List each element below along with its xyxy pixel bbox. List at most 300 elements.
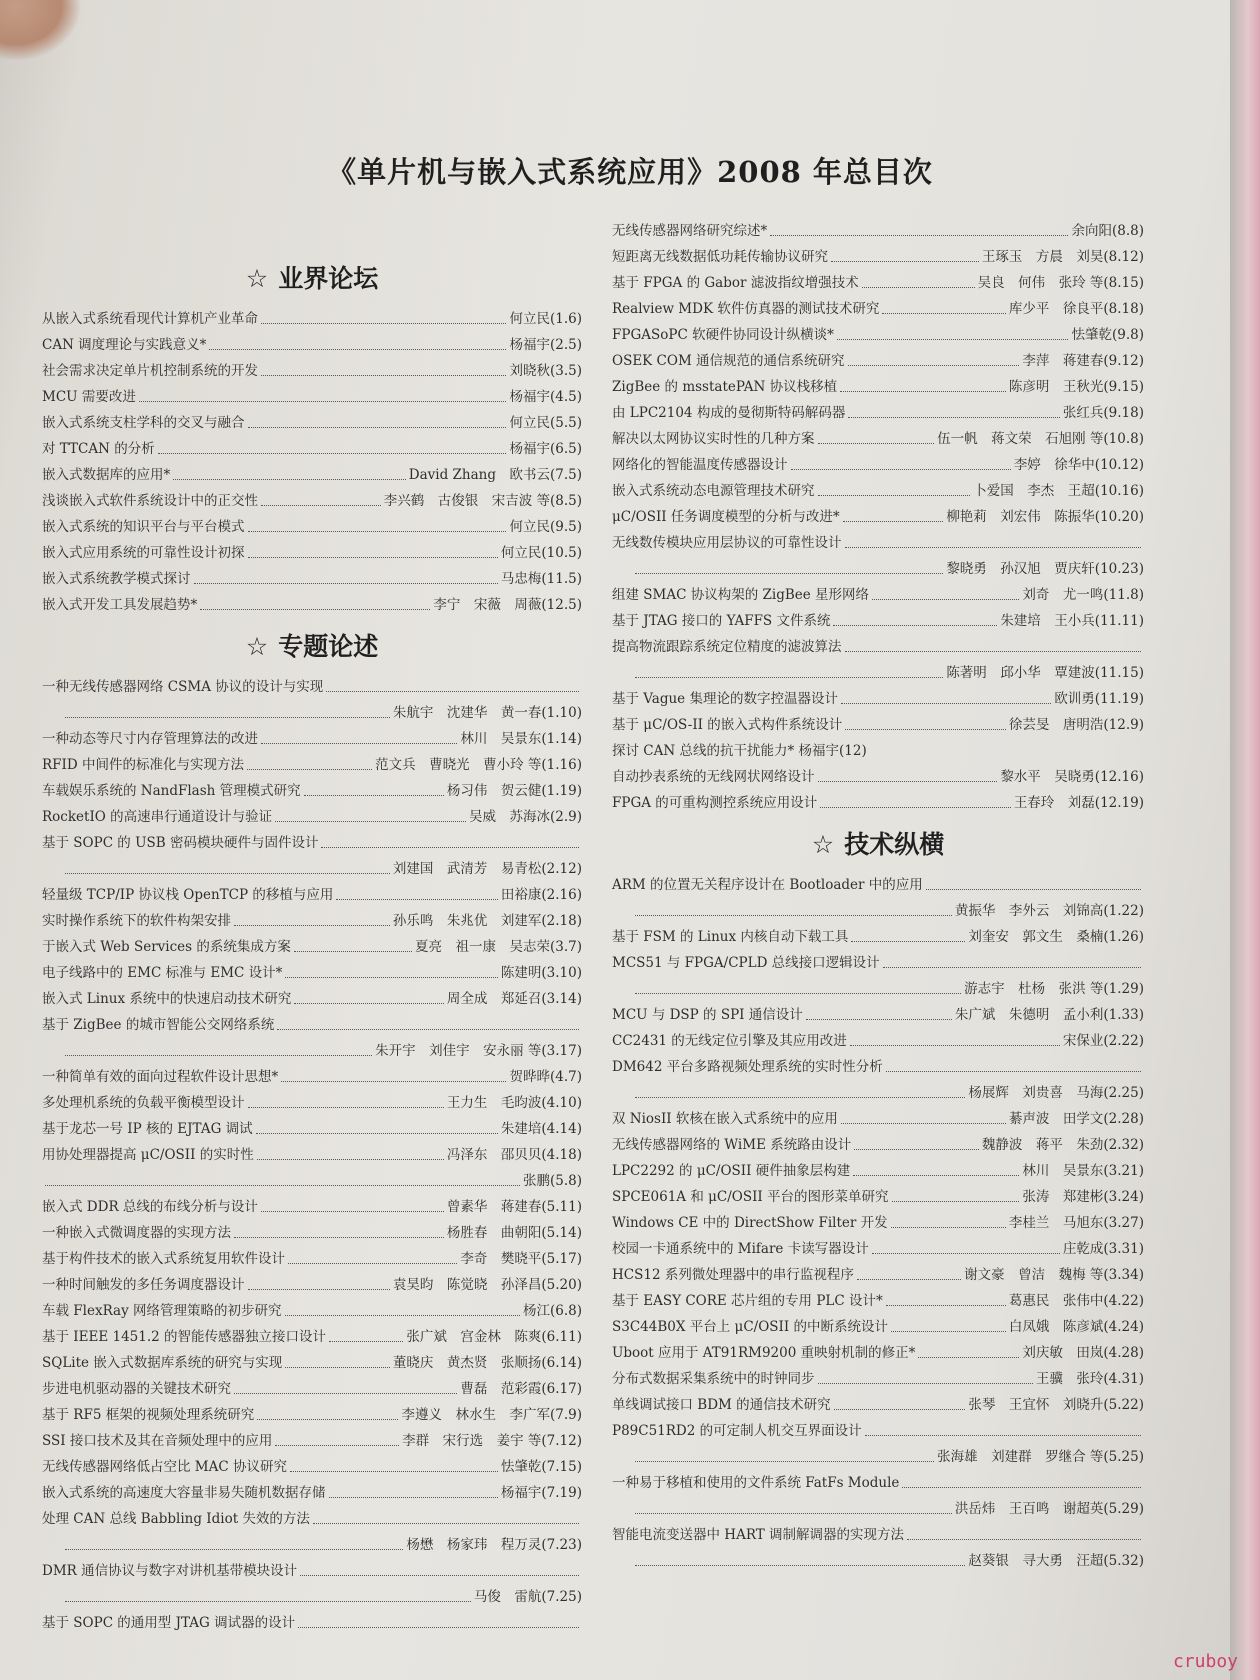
page-title: 《单片机与嵌入式系统应用》2008 年总目次: [327, 155, 933, 189]
leader-dots: [65, 717, 390, 718]
toc-entry: [42, 514, 582, 540]
toc-entry: [612, 1210, 1144, 1236]
leader-dots: [872, 1253, 1060, 1254]
leader-dots: [234, 925, 390, 926]
toc-entry-title: 网络化的智能温度传感器设计: [612, 457, 788, 473]
toc-entry-authors: 黄振华 李外云 刘锦高(1.22): [954, 903, 1144, 919]
toc-entry: [612, 244, 1144, 270]
leader-dots: [329, 1341, 403, 1342]
toc-entry-authors: 朱航宇 沈建华 黄一春(1.10): [392, 705, 582, 721]
toc-entry: [612, 712, 1144, 738]
toc-entry-line: [612, 322, 1144, 348]
toc-entry-line: [42, 1194, 582, 1220]
toc-entry: [42, 1220, 582, 1246]
toc-entry-title-line: [42, 674, 582, 700]
toc-entry-title: 嵌入式 Linux 系统中的快速启动技术研究: [42, 991, 292, 1007]
toc-entry: [42, 778, 582, 804]
toc-entry: [42, 1324, 582, 1350]
leader-dots: [853, 1175, 1019, 1176]
leader-dots: [891, 1227, 1006, 1228]
toc-entry-line: [42, 908, 582, 934]
toc-entry-title: 实时操作系统下的软件构架安排: [42, 913, 231, 929]
toc-entry-title: 一种动态等尺寸内存管理算法的改进: [42, 731, 258, 747]
toc-entry-line: [612, 1028, 1144, 1054]
toc-entry-line: [612, 374, 1144, 400]
toc-entry-authors: 周全成 郑延召(3.14): [446, 991, 582, 1007]
toc-entry: [612, 530, 1144, 582]
toc-entry-title-line: [612, 950, 1144, 976]
toc-entry-author-line: [42, 700, 582, 726]
leader-dots: [294, 951, 412, 952]
toc-entry-line: [612, 1340, 1144, 1366]
star-icon: ☆: [245, 264, 269, 293]
toc-entry-line: [612, 244, 1144, 270]
leader-dots: [845, 547, 1142, 548]
leader-dots: [300, 1575, 579, 1576]
toc-entry-line: [612, 1392, 1144, 1418]
leader-dots: [635, 1461, 934, 1462]
watermark-credit: cruboy: [1172, 1651, 1238, 1672]
toc-entry-title: 无线传感器网络研究综述*: [612, 223, 768, 239]
toc-entry-authors: 林川 吴景东(1.14): [460, 731, 582, 747]
leader-dots: [886, 1305, 1006, 1306]
toc-entry-authors: 李奇 樊晓平(5.17): [460, 1251, 582, 1267]
toc-entry-line: [612, 1366, 1144, 1392]
leader-dots: [173, 479, 406, 480]
toc-entry-title: 一种无线传感器网络 CSMA 协议的设计与实现: [42, 679, 324, 695]
toc-entry-title: 嵌入式系统支柱学科的交叉与融合: [42, 415, 245, 431]
toc-entry-line: [42, 1350, 582, 1376]
toc-entry-title: FPGASoPC 软硬件协同设计纵横谈*: [612, 327, 834, 343]
toc-entry-title: 基于 JTAG 接口的 YAFFS 文件系统: [612, 613, 831, 629]
toc-entry-title-line: [612, 1522, 1144, 1548]
toc-entry-authors: 张广斌 宫金林 陈爽(6.11): [406, 1329, 582, 1345]
toc-entry-line: [42, 960, 582, 986]
leader-dots: [281, 1081, 506, 1082]
toc-entry: [42, 1480, 582, 1506]
toc-entry-title: 嵌入式开发工具发展趋势*: [42, 597, 198, 613]
toc-entry: [612, 426, 1144, 452]
toc-entry-title: 嵌入式系统动态电源管理技术研究: [612, 483, 815, 499]
left-column: [42, 250, 582, 1636]
toc-entry-authors: 徐芸旻 唐明浩(12.9): [1008, 717, 1144, 733]
toc-entry-title: 解决以太网协议实时性的几种方案: [612, 431, 815, 447]
toc-entry-authors: 杨福宇(2.5): [509, 337, 582, 353]
toc-entry: [42, 986, 582, 1012]
toc-entry-title: 从嵌入式系统看现代计算机产业革命: [42, 311, 258, 327]
toc-entry-authors: 张涛 郑建彬(3.24): [1022, 1189, 1144, 1205]
toc-entry-authors: 何立民(10.5): [500, 545, 582, 561]
toc-entry-authors: 曾素华 蒋建春(5.11): [446, 1199, 582, 1215]
toc-entry-line: [42, 804, 582, 830]
leader-dots: [818, 781, 998, 782]
toc-entry-title: 基于 FPGA 的 Gabor 滤波指纹增强技术: [612, 275, 859, 291]
toc-entry-authors: 马忠梅(11.5): [500, 571, 582, 587]
toc-entry: [612, 608, 1144, 634]
toc-entry-title-line: [612, 1470, 1144, 1496]
toc-entry: [42, 410, 582, 436]
toc-entry-authors: 王琢玉 方晨 刘昊(8.12): [981, 249, 1144, 265]
toc-entry: [42, 1168, 582, 1194]
toc-entry-authors: 曹磊 范彩霞(6.17): [460, 1381, 582, 1397]
toc-entry-line: [612, 478, 1144, 504]
toc-entry-line: [612, 452, 1144, 478]
toc-entry-authors: 田裕康(2.16): [500, 887, 582, 903]
toc-entry-authors: 马俊 雷航(7.25): [473, 1589, 582, 1605]
leader-dots: [288, 1263, 457, 1264]
leader-dots: [261, 323, 506, 324]
toc-entry-authors: 洪岳炜 王百鸣 谢超英(5.29): [954, 1501, 1144, 1517]
leader-dots: [770, 235, 1068, 236]
toc-entry-title: CC2431 的无线定位引擎及其应用改进: [612, 1033, 847, 1049]
toc-entry: [612, 1522, 1144, 1574]
toc-entry-title: 步进电机驱动器的关键技术研究: [42, 1381, 231, 1397]
toc-entry-title: 嵌入式系统教学模式探讨: [42, 571, 191, 587]
leader-dots: [831, 261, 979, 262]
toc-entry-authors: 杨习伟 贺云健(1.19): [446, 783, 582, 799]
toc-entry: [42, 726, 582, 752]
toc-entry-line: [42, 592, 582, 618]
toc-entry: [612, 270, 1144, 296]
leader-dots: [200, 609, 430, 610]
leader-dots: [635, 915, 952, 916]
toc-entry-authors: 刘奇 尤一鸣(11.8): [1022, 587, 1144, 603]
toc-entry-authors: 何立民(9.5): [509, 519, 582, 535]
toc-entry-line: [612, 296, 1144, 322]
leader-dots: [261, 1211, 444, 1212]
leader-dots: [635, 1513, 952, 1514]
toc-entry-title-line: [612, 1418, 1144, 1444]
toc-entry-title: SPCE061A 和 μC/OSII 平台的图形菜单研究: [612, 1189, 889, 1205]
toc-entry-author-line: [612, 898, 1144, 924]
toc-entry-authors: 魏静波 蒋平 朱劲(2.32): [981, 1137, 1144, 1153]
toc-entry-line: [42, 384, 582, 410]
toc-entry-author-line: [42, 856, 582, 882]
toc-entry: [612, 322, 1144, 348]
toc-entry: [612, 686, 1144, 712]
toc-entry: [42, 1610, 582, 1636]
leader-dots: [45, 1185, 520, 1186]
toc-entry-title: FPGA 的可重构测控系统应用设计: [612, 795, 818, 811]
toc-entry: [612, 1002, 1144, 1028]
toc-entry-title: 嵌入式系统的高速度大容量非易失随机数据存储: [42, 1485, 326, 1501]
toc-entry: [42, 1402, 582, 1428]
toc-entry-authors: 赵葵银 寻大勇 汪超(5.32): [968, 1553, 1144, 1569]
toc-entry-line: [612, 348, 1144, 374]
toc-entry-line: [42, 540, 582, 566]
toc-entry-line: [612, 1262, 1144, 1288]
toc-entry-author-line: [42, 1532, 582, 1558]
toc-entry-title: 一种简单有效的面向过程软件设计思想*: [42, 1069, 279, 1085]
toc-entry-title: Realview MDK 软件仿真器的测试技术研究: [612, 301, 880, 317]
toc-entry-line: [42, 1220, 582, 1246]
toc-entry-line: [42, 1402, 582, 1428]
toc-entry-title: SSI 接口技术及其在音频处理中的应用: [42, 1433, 273, 1449]
toc-entry-authors: 王春玲 刘磊(12.19): [1013, 795, 1144, 811]
toc-entry: [612, 764, 1144, 790]
toc-entry-line: [612, 608, 1144, 634]
toc-entry-author-line: [612, 1444, 1144, 1470]
toc-entry: [612, 1470, 1144, 1522]
leader-dots: [635, 573, 943, 574]
leader-dots: [806, 1019, 952, 1020]
toc-entry: [612, 1392, 1144, 1418]
toc-entry-authors: 吴威 苏海冰(2.9): [468, 809, 582, 825]
toc-entry: [612, 1132, 1144, 1158]
star-icon: ☆: [245, 632, 269, 661]
thumb-shadow: [0, 0, 80, 60]
toc-entry: [42, 1272, 582, 1298]
leader-dots: [843, 521, 944, 522]
leader-dots: [862, 287, 975, 288]
toc-entry: [42, 830, 582, 882]
toc-entry-line: [42, 1324, 582, 1350]
leader-dots: [837, 339, 1069, 340]
toc-entry: [612, 1158, 1144, 1184]
toc-entry-authors: 库少平 徐良平(8.18): [1008, 301, 1144, 317]
toc-entry: [612, 1184, 1144, 1210]
toc-entry-title-line: [612, 1054, 1144, 1080]
toc-entry-line: [42, 986, 582, 1012]
toc-entry-authors: 朱建培(4.14): [500, 1121, 582, 1137]
toc-entry: [42, 1012, 582, 1064]
leader-dots: [139, 401, 507, 402]
toc-entry-title-line: [42, 1012, 582, 1038]
leader-dots: [261, 505, 381, 506]
leader-dots: [902, 1487, 1141, 1488]
toc-entry-title: P89C51RD2 的可定制人机交互界面设计: [612, 1423, 862, 1439]
toc-entry-authors: 杨江(6.8): [522, 1303, 582, 1319]
toc-entry: [42, 1298, 582, 1324]
toc-entry-line: [42, 1090, 582, 1116]
toc-entry-line: [42, 1246, 582, 1272]
toc-entry-authors: 王骥 张玲(4.31): [1035, 1371, 1144, 1387]
section-heading: [612, 822, 1144, 868]
leader-dots: [248, 531, 507, 532]
toc-entry: [612, 478, 1144, 504]
toc-entry-line: [42, 726, 582, 752]
leader-dots: [261, 375, 506, 376]
leader-dots: [820, 807, 1011, 808]
leader-dots: [248, 1107, 444, 1108]
toc-entry-line: [42, 1168, 582, 1194]
leader-dots: [65, 1549, 403, 1550]
toc-entry-title: 双 NiosII 软核在嵌入式系统中的应用: [612, 1111, 838, 1127]
leader-dots: [926, 889, 1141, 890]
toc-entry-line: [42, 1610, 582, 1636]
leader-dots: [304, 795, 444, 796]
toc-entry-line: [612, 582, 1144, 608]
toc-entry-title: 由 LPC2104 构成的曼彻斯特码解码器: [612, 405, 846, 421]
toc-entry-line: [42, 1428, 582, 1454]
toc-entry-title: 嵌入式系统的知识平台与平台模式: [42, 519, 245, 535]
toc-entry-authors: 朱建培 王小兵(11.11): [1000, 613, 1144, 629]
toc-entry-title-line: [612, 872, 1144, 898]
toc-entry: [42, 1506, 582, 1558]
toc-entry-line: [612, 1002, 1144, 1028]
toc-entry: [42, 488, 582, 514]
leader-dots: [257, 1159, 444, 1160]
leader-dots: [234, 1237, 444, 1238]
toc-entry-title: 基于龙芯一号 IP 核的 EJTAG 调试: [42, 1121, 253, 1137]
toc-entry-authors: 陈著明 邱小华 覃建波(11.15): [946, 665, 1144, 681]
toc-entry-line: [612, 764, 1144, 790]
toc-entry-authors: 冯泽东 邵贝贝(4.18): [446, 1147, 582, 1163]
toc-entry-authors: 游志宇 杜杨 张洪 等(1.29): [964, 981, 1144, 997]
toc-entry-title: 自动抄表系统的无线网状网络设计: [612, 769, 815, 785]
toc-entry-title: 轻量级 TCP/IP 协议栈 OpenTCP 的移植与应用: [42, 887, 334, 903]
toc-entry: [612, 218, 1144, 244]
toc-entry-authors: 杨展辉 刘贵喜 马海(2.25): [968, 1085, 1144, 1101]
toc-entry-line: [42, 306, 582, 332]
toc-entry-line: [612, 924, 1144, 950]
toc-entry-title: 无线数传模块应用层协议的可靠性设计: [612, 535, 842, 551]
leader-dots: [891, 1331, 1006, 1332]
toc-entry-author-line: [42, 1038, 582, 1064]
toc-entry-title: 基于 μC/OS-II 的嵌入式构件系统设计: [612, 717, 843, 733]
leader-dots: [834, 1409, 966, 1410]
toc-entry-line: [42, 332, 582, 358]
toc-entry-authors: 刘建国 武清芳 易青松(2.12): [392, 861, 582, 877]
toc-entry-title: 校园一卡通系统中的 Mifare 卡读写器设计: [612, 1241, 869, 1257]
leader-dots: [275, 1445, 399, 1446]
toc-entry-title: CAN 调度理论与实践意义*: [42, 337, 207, 353]
leader-dots: [833, 625, 997, 626]
section-heading-label: 专题论述: [278, 632, 379, 661]
toc-entry-title-line: [612, 530, 1144, 556]
toc-entry-title: 基于 IEEE 1451.2 的智能传感器独立接口设计: [42, 1329, 327, 1345]
leader-dots: [65, 1055, 372, 1056]
toc-entry-authors: 李兴鹤 古俊银 宋吉波 等(8.5): [383, 493, 582, 509]
toc-entry-line: [42, 1454, 582, 1480]
toc-entry-line: [42, 778, 582, 804]
toc-entry-line: [42, 566, 582, 592]
leader-dots: [285, 1315, 520, 1316]
leader-dots: [313, 1523, 579, 1524]
right-column: [612, 218, 1144, 1574]
toc-entry-title: μC/OSII 任务调度模型的分析与改进*: [612, 509, 840, 525]
leader-dots: [326, 691, 579, 692]
leader-dots: [865, 1435, 1141, 1436]
toc-entry-authors: David Zhang 欧书云(7.5): [408, 467, 582, 483]
toc-entry-line: [612, 1132, 1144, 1158]
toc-entry-authors: 谢文豪 曾洁 魏梅 等(3.34): [964, 1267, 1144, 1283]
toc-entry-title: 基于 ZigBee 的城市智能公交网络系统: [42, 1017, 275, 1033]
toc-entry: [42, 804, 582, 830]
toc-entry-title: 短距离无线数据低功耗传输协议研究: [612, 249, 828, 265]
toc-entry: [612, 1288, 1144, 1314]
toc-entry-title: 基于 Vague 集理论的数字控温器设计: [612, 691, 838, 707]
toc-entry-authors: 刘晓秋(3.5): [509, 363, 582, 379]
toc-entry-authors: 张红兵(9.18): [1062, 405, 1144, 421]
toc-entry-line: [612, 790, 1144, 816]
toc-entry-line: [612, 1314, 1144, 1340]
toc-entry-title: 分布式数据采集系统中的时钟同步: [612, 1371, 815, 1387]
leader-dots: [248, 427, 507, 428]
leader-dots: [635, 1565, 965, 1566]
leader-dots: [65, 1601, 471, 1602]
toc-entry-authors: 余向阳(8.8): [1071, 223, 1144, 239]
toc-entry-title: 嵌入式 DDR 总线的布线分析与设计: [42, 1199, 258, 1215]
toc-entry-authors: 李遵义 林水生 李广军(7.9): [401, 1407, 582, 1423]
leader-dots: [635, 1097, 965, 1098]
toc-entry-line: [612, 686, 1144, 712]
toc-entry: [612, 1106, 1144, 1132]
toc-entry: [612, 1054, 1144, 1106]
section-heading-label: 技术纵横: [844, 830, 945, 859]
toc-entry-authors: 李桂兰 马旭东(3.27): [1008, 1215, 1144, 1231]
leader-dots: [285, 1367, 390, 1368]
toc-entry-title: Uboot 应用于 AT91RM9200 重映射机制的修正*: [612, 1345, 916, 1361]
leader-dots: [854, 1149, 979, 1150]
toc-entry-author-line: [612, 976, 1144, 1002]
toc-entry-authors: 怯肇乾(9.8): [1071, 327, 1144, 343]
leader-dots: [321, 847, 579, 848]
toc-entry: [42, 592, 582, 618]
toc-entry: [612, 1262, 1144, 1288]
toc-entry-authors: 孙乐鸣 朱兆优 刘建军(2.18): [392, 913, 582, 929]
leader-dots: [336, 899, 498, 900]
toc-entry-authors: 杨胜春 曲朝阳(5.14): [446, 1225, 582, 1241]
toc-entry: [612, 1314, 1144, 1340]
toc-entry-authors: 庄乾成(3.31): [1062, 1241, 1144, 1257]
leader-dots: [277, 1029, 579, 1030]
toc-entry-title-line: [42, 1558, 582, 1584]
leader-dots: [892, 1201, 1020, 1202]
leader-dots: [791, 469, 1011, 470]
toc-entry: [612, 296, 1144, 322]
toc-entry-line: [612, 1236, 1144, 1262]
toc-entry-title-line: [612, 634, 1144, 660]
leader-dots: [848, 417, 1060, 418]
toc-entry: [42, 1246, 582, 1272]
toc-entry: [612, 1340, 1144, 1366]
leader-dots: [247, 769, 372, 770]
toc-entry-authors: 宋保业(2.22): [1062, 1033, 1144, 1049]
toc-entry-title: SQLite 嵌入式数据库系统的研究与实现: [42, 1355, 283, 1371]
toc-entry-line: [42, 752, 582, 778]
toc-entry-authors: 杨福宇(7.19): [500, 1485, 582, 1501]
toc-entry-title: 社会需求决定单片机控制系统的开发: [42, 363, 258, 379]
toc-entry: [42, 1142, 582, 1168]
toc-entry-author-line: [612, 556, 1144, 582]
leader-dots: [248, 1289, 390, 1290]
toc-entry-title: 基于 SOPC 的 USB 密码模块硬件与固件设计: [42, 835, 319, 851]
toc-entry-authors: 李婷 徐华中(10.12): [1013, 457, 1144, 473]
leader-dots: [886, 1071, 1141, 1072]
toc-entry-authors: 伍一帆 蒋文荣 石旭刚 等(10.8): [937, 431, 1144, 447]
toc-entry-line: [612, 712, 1144, 738]
leader-dots: [883, 967, 1141, 968]
toc-entry: [42, 1376, 582, 1402]
toc-entry-authors: 白凤娥 陈彦斌(4.24): [1008, 1319, 1144, 1335]
toc-entry-title-line: [42, 830, 582, 856]
toc-entry: [42, 1428, 582, 1454]
toc-entry-authors: 范文兵 曹晓光 曹小玲 等(1.16): [375, 757, 582, 773]
toc-entry: [42, 1454, 582, 1480]
toc-entry-line: [612, 218, 1144, 244]
toc-entry-authors: 陈彦明 王秋光(9.15): [1008, 379, 1144, 395]
toc-entry-title: 基于 EASY CORE 芯片组的专用 PLC 设计*: [612, 1293, 883, 1309]
toc-entry-authors: 杨懋 杨家玮 程万灵(7.23): [406, 1537, 582, 1553]
toc-entry-title: 无线传感器网络低占空比 MAC 协议研究: [42, 1459, 287, 1475]
toc-entry-authors: 何立民(5.5): [509, 415, 582, 431]
toc-entry: [42, 358, 582, 384]
leader-dots: [635, 677, 943, 678]
leader-dots: [290, 1471, 498, 1472]
leader-dots: [845, 729, 1006, 730]
toc-entry-authors: 杨福宇(4.5): [509, 389, 582, 405]
